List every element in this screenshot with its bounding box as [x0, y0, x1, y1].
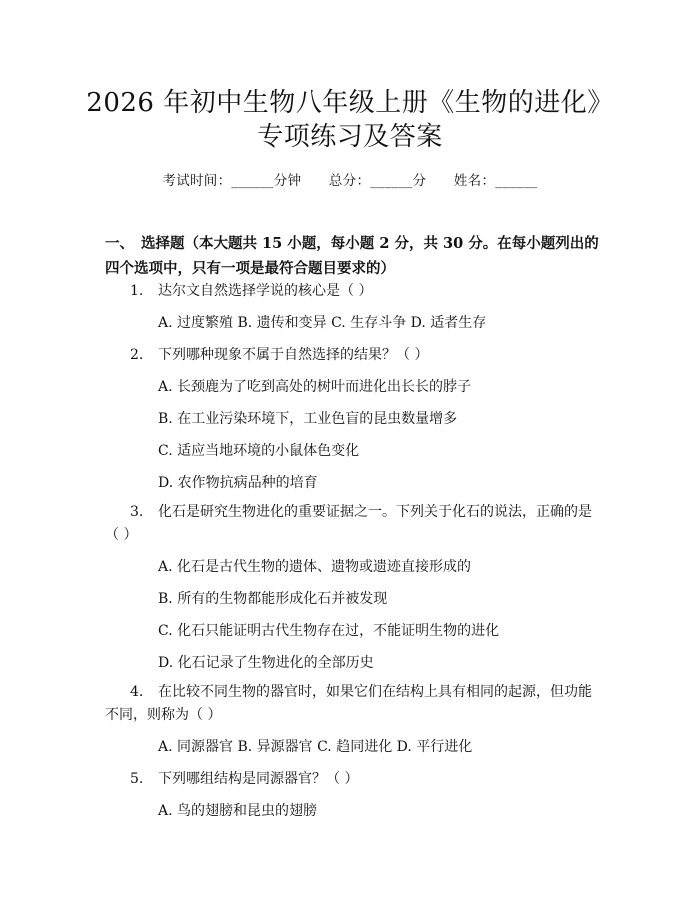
question-text: 下列哪种现象不属于自然选择的结果？（ ）: [158, 347, 429, 363]
option-b: B. 所有的生物都能形成化石并被发现: [158, 591, 388, 607]
section-number: 一、: [105, 235, 134, 252]
section-heading: [105, 231, 600, 281]
option-d: D. 农作物抗病品种的培育: [158, 475, 318, 491]
question-text: 下列哪组结构是同源器官？（ ）: [158, 771, 359, 787]
option-b: B. 在工业污染环境下，工业色盲的昆虫数量增多: [158, 411, 458, 427]
question-number: 2.: [130, 347, 144, 363]
option-c: C. 化石只能证明古代生物存在过，不能证明生物的进化: [158, 623, 500, 639]
question-1: [130, 282, 372, 300]
question-text: 化石是研究生物进化的重要证据之一。下列关于化石的说法，正确的是（ ）: [105, 504, 592, 543]
page-title-line1: 2026 年初中生物八年级上册《生物的进化》: [86, 88, 614, 118]
question-4-options: A. 同源器官 B. 异源器官 C. 趋同进化 D. 平行进化: [158, 739, 473, 755]
section-heading-text: 选择题（本大题共 15 小题，每小题 2 分，共 30 分。在每小题列出的四个选项中，只有一项是最符合题目要求的）: [105, 235, 599, 277]
question-number: 5.: [130, 771, 144, 787]
option-c: C. 适应当地环境的小鼠体色变化: [158, 443, 360, 459]
option-a: A. 化石是古代生物的遗体、遗物或遗迹直接形成的: [158, 559, 472, 575]
page-title-line2: 专项练习及答案: [257, 122, 443, 152]
option-a: A. 长颈鹿为了吃到高处的树叶而进化出长长的脖子: [158, 379, 472, 395]
question-4: [105, 681, 600, 727]
question-text: 在比较不同生物的器官时，如果它们在结构上具有相同的起源，但功能不同，则称为（ ）: [105, 684, 592, 723]
question-2: [130, 346, 428, 364]
question-number: 3.: [130, 504, 144, 520]
option-d: D. 化石记录了生物进化的全部历史: [158, 655, 374, 671]
option-a: A. 鸟的翅膀和昆虫的翅膀: [158, 803, 318, 819]
question-5: [130, 770, 358, 788]
question-1-options: A. 过度繁殖 B. 遗传和变异 C. 生存斗争 D. 适者生存: [158, 315, 487, 331]
question-text: 达尔文自然选择学说的核心是（ ）: [158, 283, 373, 299]
question-number: 1.: [130, 283, 144, 299]
question-number: 4.: [130, 684, 144, 700]
exam-info-line: 考试时间：______分钟 总分：______分 姓名：______: [162, 173, 538, 189]
question-3: [105, 501, 600, 547]
